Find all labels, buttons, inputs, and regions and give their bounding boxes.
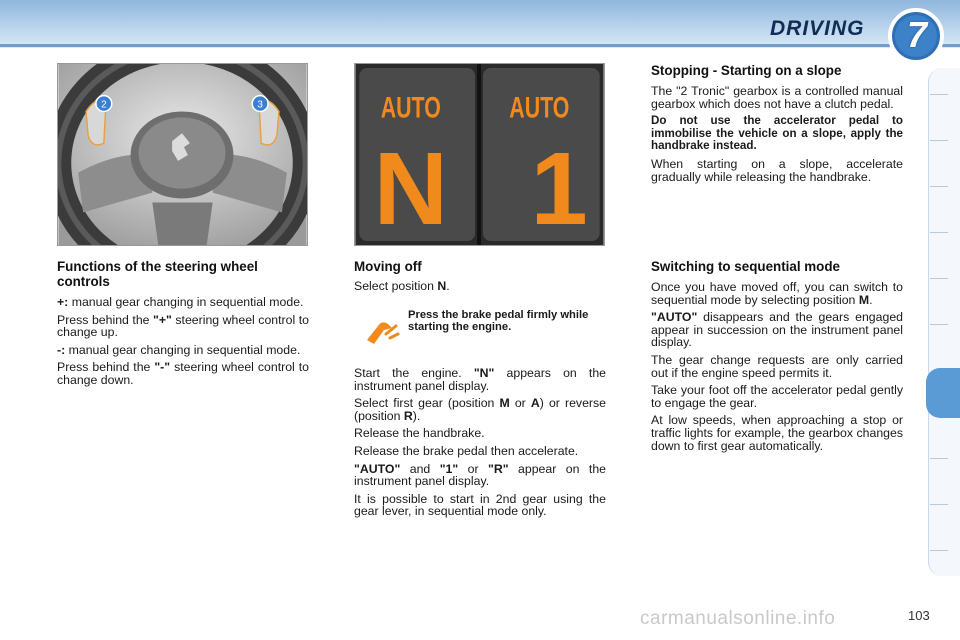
foot-pedal-warning-icon: [364, 318, 400, 346]
steering-controls-section: [57, 259, 309, 392]
watermark: carmanualsonline.info: [640, 608, 836, 629]
paddle-plus-label: 3: [257, 99, 263, 111]
tab-divider: [930, 94, 948, 95]
tab-divider: [930, 232, 948, 233]
tab-divider: [930, 186, 948, 187]
slope-section: [651, 63, 903, 188]
minus-paddle-instruction: Press behind the "-" steering wheel control to change down.: [57, 360, 309, 387]
section-title-sequential: Switching to sequential mode: [651, 259, 840, 274]
gear-display-image: [354, 63, 605, 246]
accelerator-text: Take your foot off the accelerator pedal gently to engage the gear.: [651, 383, 903, 410]
tab-divider: [930, 278, 948, 279]
tab-divider: [930, 140, 948, 141]
gearbox-description: The "2 Tronic" gearbox is a controlled manual gearbox which does not have a clutch pedal.: [651, 84, 903, 111]
chapter-tabs: [928, 68, 960, 576]
auto-disappears-text: "AUTO" disappears and the gears engaged appear in succession on the instrument panel display.: [651, 310, 903, 350]
tab-divider: [930, 458, 948, 459]
section-title-steering-controls: Functions of the steering wheel controls: [57, 259, 258, 289]
tab-divider: [930, 324, 948, 325]
header-divider: [0, 44, 960, 47]
section-title-moving-off: Moving off: [354, 259, 422, 274]
chapter-number: 7: [906, 14, 928, 55]
tab-divider: [930, 550, 948, 551]
chapter-tab-active[interactable]: [926, 368, 960, 418]
sequential-section: [651, 259, 903, 457]
slope-warning: Do not use the accelerator pedal to immobilise the vehicle on a slope, apply the handbrake instead.: [651, 114, 903, 153]
display-indicator-text: "AUTO" and "1" or "R" appear on the instrument panel display.: [354, 461, 606, 489]
sequential-switch-text: Once you have moved off, you can switch to sequential mode by selecting position M.: [651, 280, 903, 307]
release-handbrake-text: Release the handbrake.: [354, 426, 485, 441]
gear-change-requests-text: The gear change requests are only carried out if the engine speed permits it.: [651, 352, 903, 380]
release-brake-text: Release the brake pedal then accelerate.: [354, 443, 579, 458]
display-right-gear: 1: [530, 131, 588, 246]
plus-paddle-description: +: manual gear changing in sequential mode.: [57, 295, 304, 309]
select-first-gear-text: Select first gear (position M or A) or reverse (position R).: [354, 396, 606, 423]
minus-paddle-description: -: manual gear changing in sequential mode.: [57, 342, 301, 357]
low-speed-text: At low speeds, when approaching a stop or traffic lights for example, the gearbox changes down to first gear automatically.: [651, 413, 903, 453]
steering-wheel-image: [57, 63, 308, 246]
start-engine-text: Start the engine. "N" appears on the instrument panel display.: [354, 366, 606, 393]
section-title-slope: Stopping - Starting on a slope: [651, 63, 842, 78]
tab-divider: [930, 504, 948, 505]
display-left-mode: AUTO: [380, 92, 441, 125]
select-position-text: Select position N.: [354, 279, 450, 293]
brake-warning-note: Press the brake pedal firmly while starting the engine.: [408, 309, 589, 333]
second-gear-text: It is possible to start in 2nd gear using the gear lever, in sequential mode only.: [354, 491, 606, 519]
plus-paddle-instruction: Press behind the "+" steering wheel control to change up.: [57, 312, 309, 340]
chapter-title: DRIVING: [770, 17, 865, 40]
display-left-gear: N: [373, 131, 448, 246]
moving-off-section-body: [354, 367, 606, 523]
page-number: 103: [908, 608, 930, 623]
paddle-minus-label: 2: [101, 99, 107, 111]
moving-off-section-top: [354, 259, 606, 298]
slope-start-text: When starting on a slope, accelerate gradually while releasing the handbrake.: [651, 156, 903, 184]
display-right-mode: AUTO: [509, 92, 570, 125]
